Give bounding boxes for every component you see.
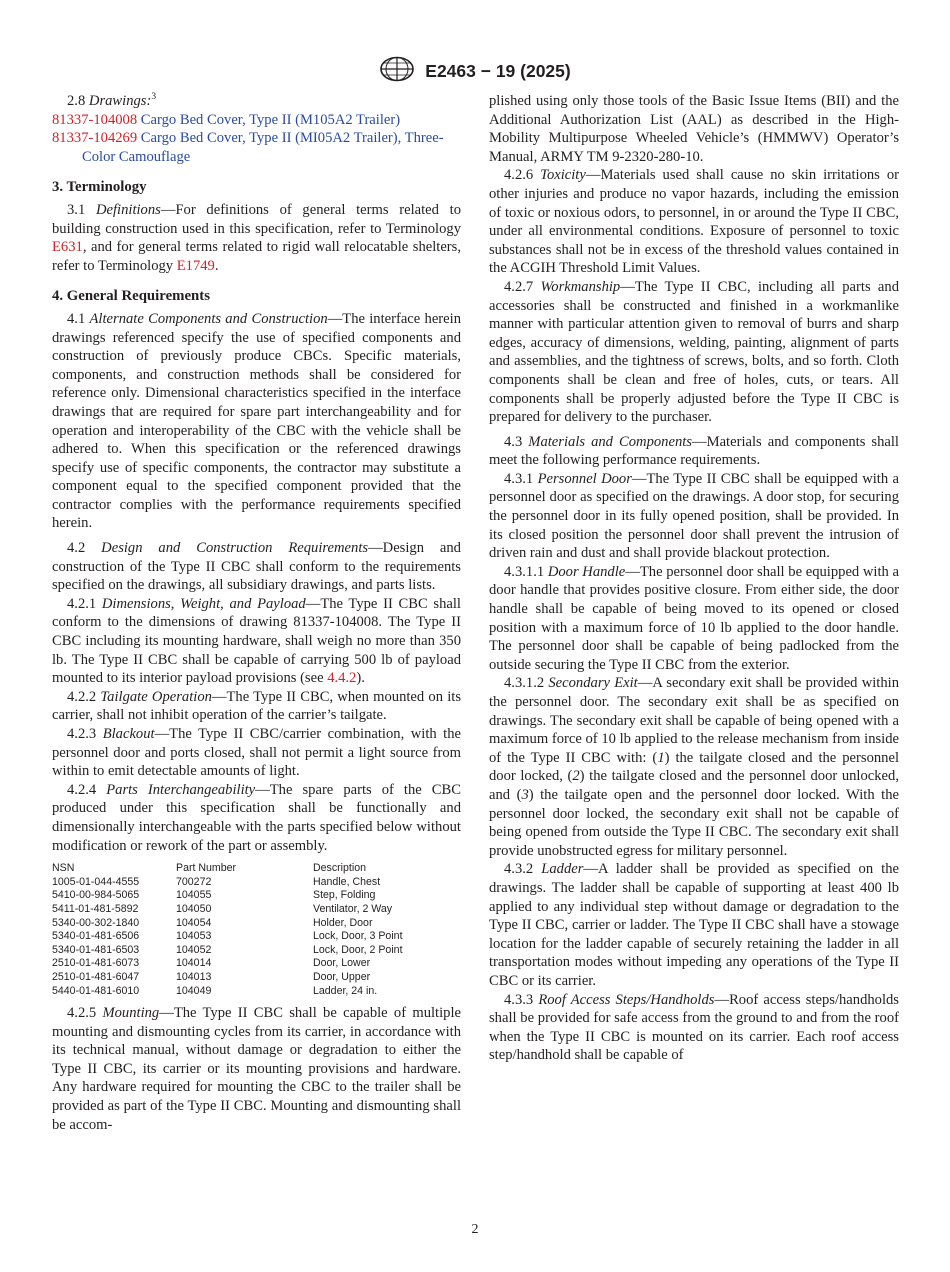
link-4-4-2[interactable]: 4.4.2 [327, 670, 357, 687]
table-cell: Lock, Door, 2 Point [313, 943, 403, 956]
section-3-1: 3.1 Definitions—For definitions of general terms related to building construction used in this specification, refer to Terminology E631, and for general terms related to rigid wall relocatable shelters, refer to Terminology E1749. [52, 201, 461, 274]
table-cell: 5340-01-481-6503 [52, 943, 140, 956]
table-cell: 5411-01-481-5892 [52, 902, 139, 915]
section-4-2-5-continued: plished using only those tools of the Basic Issue Items (BII) and the Additional Authorization List (AAL) as described in the High-Mobility Multipurpose Wheeled Vehicle’s (HMMWV) Operator’s Manual, ARMY TM 9-2320-280-10. [489, 93, 899, 165]
section-4-3-1-1: 4.3.1.1 Door Handle—The personnel door shall be equipped with a door handle that provides positive closure. From either side, the door handle shall be capable of being moved to its opened or closed position with a maximum force of 10 lb applied to the door handle. The personnel door shall be capable of being padlocked from the outside securing the Type II CBC from the exterior. [489, 563, 899, 673]
table-cell: Door, Lower [313, 957, 371, 970]
link-e631[interactable]: E631 [52, 239, 83, 256]
section-4-3: 4.3 Materials and Components—Materials and components shall meet the following performance requirements. [489, 433, 899, 469]
table-cell: 104054 [176, 916, 212, 929]
heading-terminology: 3. Terminology [52, 179, 147, 196]
table-row [52, 876, 442, 890]
drawing-ref-2[interactable]: 81337-104269 Cargo Bed Cover, Type II (MI05A2 Trailer), Three-Color Camouflage [52, 130, 444, 165]
table-cell: Ventilator, 2 Way [313, 902, 393, 915]
table-cell: Ladder, 24 in. [313, 984, 378, 997]
table-cell: Holder, Door [313, 916, 373, 929]
table-row [52, 957, 442, 971]
table-row [52, 889, 442, 903]
section-2-8: 2.8 Drawings:$^3$ [67, 92, 157, 109]
column-header: Part Number [176, 862, 237, 875]
section-4-3-1: 4.3.1 Personnel Door—The Type II CBC shall be equipped with a personnel door as specified on the drawings. A door stop, for securing the personnel door in its fully opened position, shall be provided. In its closed position the personnel door shall prevent the intrusion of driven rain and dust and shall provide blackout protection. [489, 470, 899, 562]
table-row [52, 944, 442, 958]
section-4-2-2: 4.2.2 Tailgate Operation—The Type II CBC, when mounted on its carrier, shall not inhibit operation of the carrier’s tailgate. [52, 688, 461, 724]
table-cell: Handle, Chest [313, 875, 381, 888]
document-designation: E2463 − 19 (2025) [425, 61, 571, 81]
table-row [52, 903, 442, 917]
table-cell: 2510-01-481-6047 [52, 970, 140, 983]
section-4-3-1-2: 4.3.1.2 Secondary Exit—A secondary exit shall be provided within the personnel door. The secondary exit shall be as specified on drawings. The secondary exit shall be capable of being opened with a maximum force of 10 lb applied to the release mechanism from inside of the Type II CBC with: (1) the tailgate closed and the personnel door locked, (2) the tailgate closed and the personnel door unlocked, and (3) the tailgate open and the personnel door locked. With the personnel door locked, the secondary exit shall not be capable of being opened from outside the Type II CBC. The secondary exit shall provide unobstructed egress for military personnel. [489, 675, 899, 859]
section-4-3-2: 4.3.2 Ladder—A ladder shall be provided as specified on the drawings. The ladder shall be capable of supporting at least 400 lb applied to any individual step without damage or degradation to the Type II CBC, carrier or ladder. The Type II CBC shall have a stowage location for the ladder capable of securely retaining the ladder in all transportation modes without impeding any operations of the Type II CBC or its carrier. [489, 861, 899, 989]
table-cell: 5410-00-984-5065 [52, 889, 140, 902]
table-header-row [52, 862, 442, 876]
drawing-ref-1[interactable]: 81337-104008 Cargo Bed Cover, Type II (M105A2 Trailer) [52, 111, 401, 128]
table-cell: 5340-00-302-1840 [52, 916, 140, 929]
column-header: Description [313, 862, 366, 875]
table-cell: 104053 [176, 930, 212, 943]
table-row [52, 930, 442, 944]
table-row [52, 971, 442, 985]
table-cell: Lock, Door, 3 Point [313, 930, 403, 943]
table-row [52, 917, 442, 931]
table-cell: 104049 [176, 984, 212, 997]
section-4-2-3: 4.2.3 Blackout—The Type II CBC/carrier combination, with the personnel door and ports closed, shall not permit a light source from within to emit detectable amounts of light. [52, 726, 462, 780]
link-e1749[interactable]: E1749 [176, 257, 215, 274]
heading-general-requirements: 4. General Requirements [52, 288, 210, 305]
table-cell: 104050 [176, 902, 212, 915]
table-cell: 5440-01-481-6010 [52, 984, 140, 997]
section-4-2-1: 4.2.1 Dimensions, Weight, and Payload—The Type II CBC shall conform to the dimensions of drawing 81337-104008. The Type II CBC including its mounting hardware, shall weigh no more than 350 lb. The Type II CBC shall be capable of carrying 500 lb of payload mounted to its interior payload provisions (see 4.4.2). [52, 595, 461, 687]
table-cell: Door, Upper [313, 970, 371, 983]
section-4-2-7: 4.2.7 Workmanship—The Type II CBC, including all parts and accessories shall be constructed and finished in a workmanlike manner with particular attention given to removal of burrs and sharp edges, accuracy of dimensions, welding, painting, alignment of parts and assemblies, and the tightness of screws, bolts, and so forth. Cloth components shall be clean and free of holes, cuts, or tears. All components shall be properly adjusted before the Type II CBC is prepared for delivery to the purchaser. [489, 278, 899, 426]
section-4-1: 4.1 Alternate Components and Construction—The interface herein drawings referenced specify the use of specified components and construction of previously produce CBCs. Specific materials, components, and construction methods shall be considered for reference only. Dimensional characteristics specified in the interface drawings that are required for spare part interchangeability and for operation and interoperability of the CBC with the vehicle shall be adhered to. When this specification or the referenced drawings specify use of specific components, the contractor may substitute a component equal to the specified component provided that the contractor complies with the performance requirements specified herein. [52, 310, 461, 532]
page-header [0, 56, 950, 87]
left-column [52, 92, 461, 1134]
right-column [489, 92, 899, 1065]
table-cell: 1005-01-044-4555 [52, 875, 140, 888]
table-cell: 104055 [176, 889, 212, 902]
column-header: NSN [52, 862, 75, 875]
section-4-3-3: 4.3.3 Roof Access Steps/Handholds—Roof access steps/handholds shall be provided for safe access from the ground to and from the roof when the Type II CBC is mounted on its carrier. Each roof access step/handhold shall be capable of [489, 991, 899, 1064]
section-4-2-5: 4.2.5 Mounting—The Type II CBC shall be capable of multiple mounting and dismounting cycles from its carrier, in accordance with its technical manual, without damage or degradation to either the Type II CBC, its carrier or its mounting provisions and hardware. Any hardware required for mounting the CBC to the trailer shall be provided as part of the Type II CBC. Mounting and dismounting shall be accom- [52, 1005, 461, 1133]
table-cell: Step, Folding [313, 889, 376, 902]
table-cell: 104013 [176, 970, 212, 983]
table-cell: 104014 [176, 957, 212, 970]
table-row [52, 985, 442, 999]
parts-table [52, 862, 442, 998]
page-number: 2 [471, 1222, 479, 1237]
section-4-2-4: 4.2.4 Parts Interchangeability—The spare parts of the CBC produced under this specification shall be functionally and dimensionally interchangeable with the parts specified below without modification or rework of the part or assembly. [52, 781, 462, 854]
astm-logo-icon [379, 56, 415, 87]
section-4-2-6: 4.2.6 Toxicity—Materials used shall cause no skin irritations or other injuries and produce no vapor hazards, including the emission of toxic or noxious odors, to personnel, in or around the Type II CBC, under all environmental conditions. Exposure of personnel to toxic substances shall not be in excess of the threshold values contained in the ACGIH Threshold Limit Values. [489, 167, 899, 277]
table-cell: 104052 [176, 943, 212, 956]
section-4-2: 4.2 Design and Construction Requirements—Design and construction of the Type II CBC shall conform to the requirements specified on the drawings, all subsidiary drawings, and parts lists. [52, 540, 461, 594]
table-cell: 2510-01-481-6073 [52, 957, 140, 970]
table-cell: 700272 [176, 875, 212, 888]
table-cell: 5340-01-481-6506 [52, 930, 140, 943]
